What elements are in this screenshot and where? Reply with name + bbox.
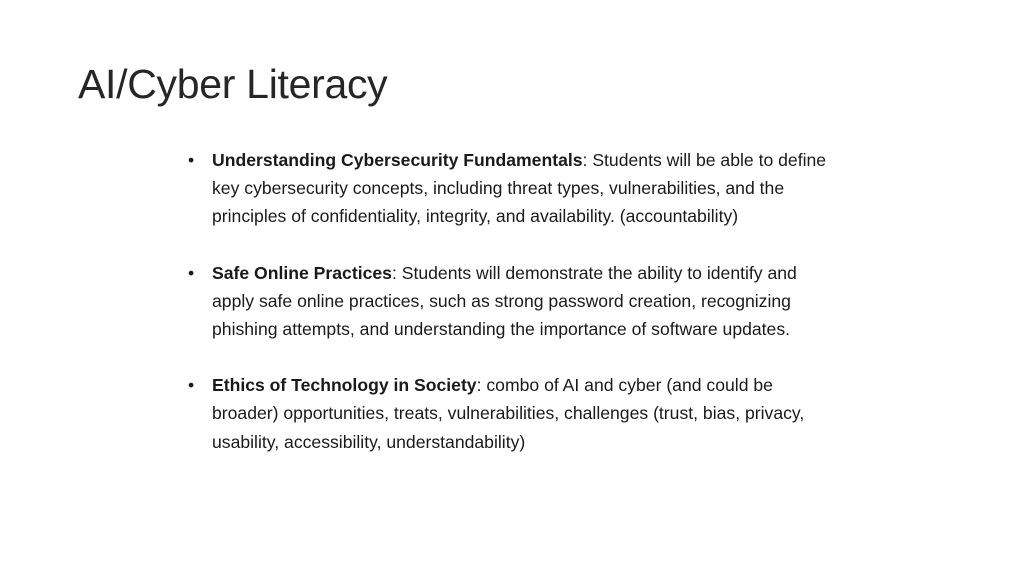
- bullet-separator: :: [476, 375, 487, 396]
- bullet-item-safe-online-practices: [188, 259, 828, 344]
- bullet-term: Ethics of Technology in Society: [212, 375, 477, 396]
- bullet-separator: :: [582, 150, 593, 170]
- bullet-item-cybersecurity-fundamentals: [188, 146, 828, 231]
- bullet-term: Understanding Cybersecurity Fundamentals: [212, 150, 583, 170]
- bullet-separator: :: [391, 262, 402, 283]
- bullet-icon: •: [188, 150, 195, 170]
- bullet-text: Students will demonstrate the ability to identify and apply safe online practices, such as strong password creation, recognizing phishing attempts, and understanding the importance of software updates.: [212, 262, 797, 340]
- bullet-icon: •: [188, 375, 195, 396]
- bullet-item-ethics-of-technology: [188, 371, 828, 456]
- bullet-icon: •: [188, 262, 195, 283]
- bullet-term: Safe Online Practices: [212, 262, 392, 283]
- bullet-list: [188, 146, 828, 456]
- slide-title: AI/Cyber Literacy: [78, 61, 388, 107]
- bullet-text: Students will be able to define key cybersecurity concepts, including threat types, vulnerabilities, and the principles of confidentiality, integrity, and availability. (accountability): [212, 150, 827, 227]
- bullet-text: combo of AI and cyber (and could be broader) opportunities, treats, vulnerabilities, challenges (trust, bias, privacy, usability, accessibility, understandability): [212, 375, 805, 452]
